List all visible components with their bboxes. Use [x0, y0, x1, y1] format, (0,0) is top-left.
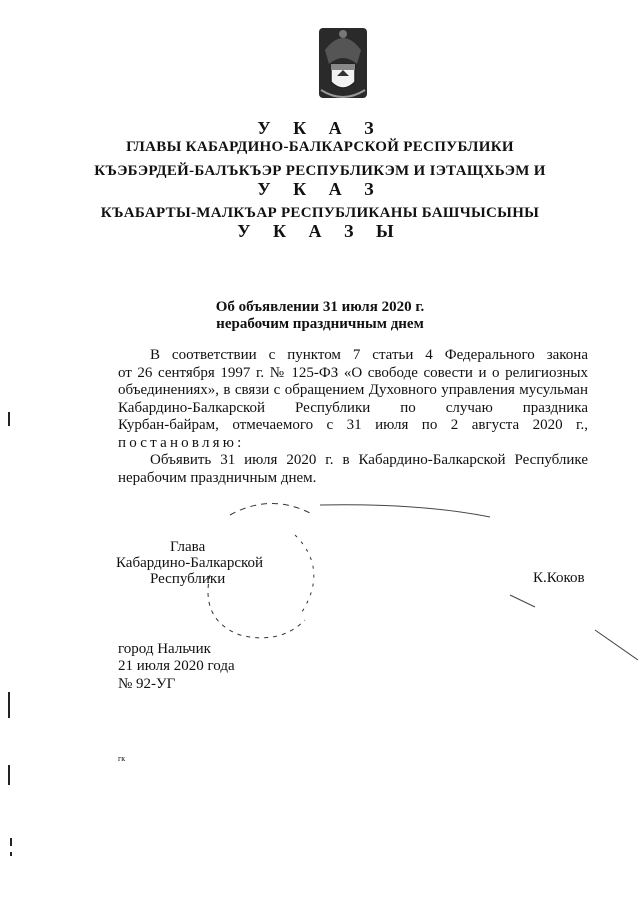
body-line: Курбан-байрам, отмечаемого с 31 июля по 2 августа 2020 г.,: [118, 417, 588, 433]
body-line: В соответствии с пунктом 7 статьи 4 Федерального закона: [150, 347, 588, 363]
header-ukaz-kbd: У К А З: [257, 179, 383, 199]
signatory-name: К.Коков: [533, 570, 585, 586]
margin-mark-text: гк: [118, 754, 126, 763]
body-line: нерабочим праздничным днем.: [118, 469, 317, 486]
coat-of-arms-icon: [315, 20, 371, 104]
body-line: Кабардино-Балкарской Республики по случаю праздника: [118, 399, 588, 416]
scan-mark: [8, 692, 10, 718]
header-ukaz-krc: У К А З Ы: [237, 221, 403, 241]
body-line: от 26 сентября 1997 г. № 125-ФЗ «О свободе совести и о религиозных: [118, 364, 588, 381]
body-line: объединениях», в связи с обращением Духовного управления мусульман: [118, 382, 588, 398]
decree-title-line-2: нерабочим праздничным днем: [216, 316, 424, 332]
city: город Нальчик: [118, 641, 211, 657]
header-line-ru: ГЛАВЫ КАБАРДИНО-БАЛКАРСКОЙ РЕСПУБЛИКИ: [126, 139, 514, 155]
scan-mark: [10, 838, 12, 846]
scan-mark: [8, 765, 10, 785]
header-line-krc: КЪАБАРТЫ-МАЛКЪАР РЕСПУБЛИКАНЫ БАШЧЫСЫНЫ: [100, 205, 540, 221]
signature-title-1: Глава: [170, 539, 206, 555]
decree-title-line-1: Об объявлении 31 июля 2020 г.: [215, 299, 425, 315]
scan-mark: [10, 852, 12, 856]
signature-title-3: Республики: [150, 571, 226, 587]
header-ukaz-ru: У К А З: [257, 118, 383, 138]
body-line: Объявить 31 июля 2020 г. в Кабардино-Балкарской Республике: [150, 452, 588, 468]
body-line: постановляю:: [118, 434, 245, 451]
decree-body: [118, 347, 588, 487]
decree-date: 21 июля 2020 года: [118, 658, 235, 674]
signature-title-2: Кабардино-Балкарской: [116, 555, 264, 571]
decree-number: № 92-УГ: [118, 676, 176, 692]
scan-mark: [8, 412, 10, 426]
header-line-kbd: КЪЭБЭРДЕЙ-БАЛЪКЪЭР РЕСПУБЛИКЭМ И IЭТАЩХЬЭМ И: [94, 163, 546, 179]
